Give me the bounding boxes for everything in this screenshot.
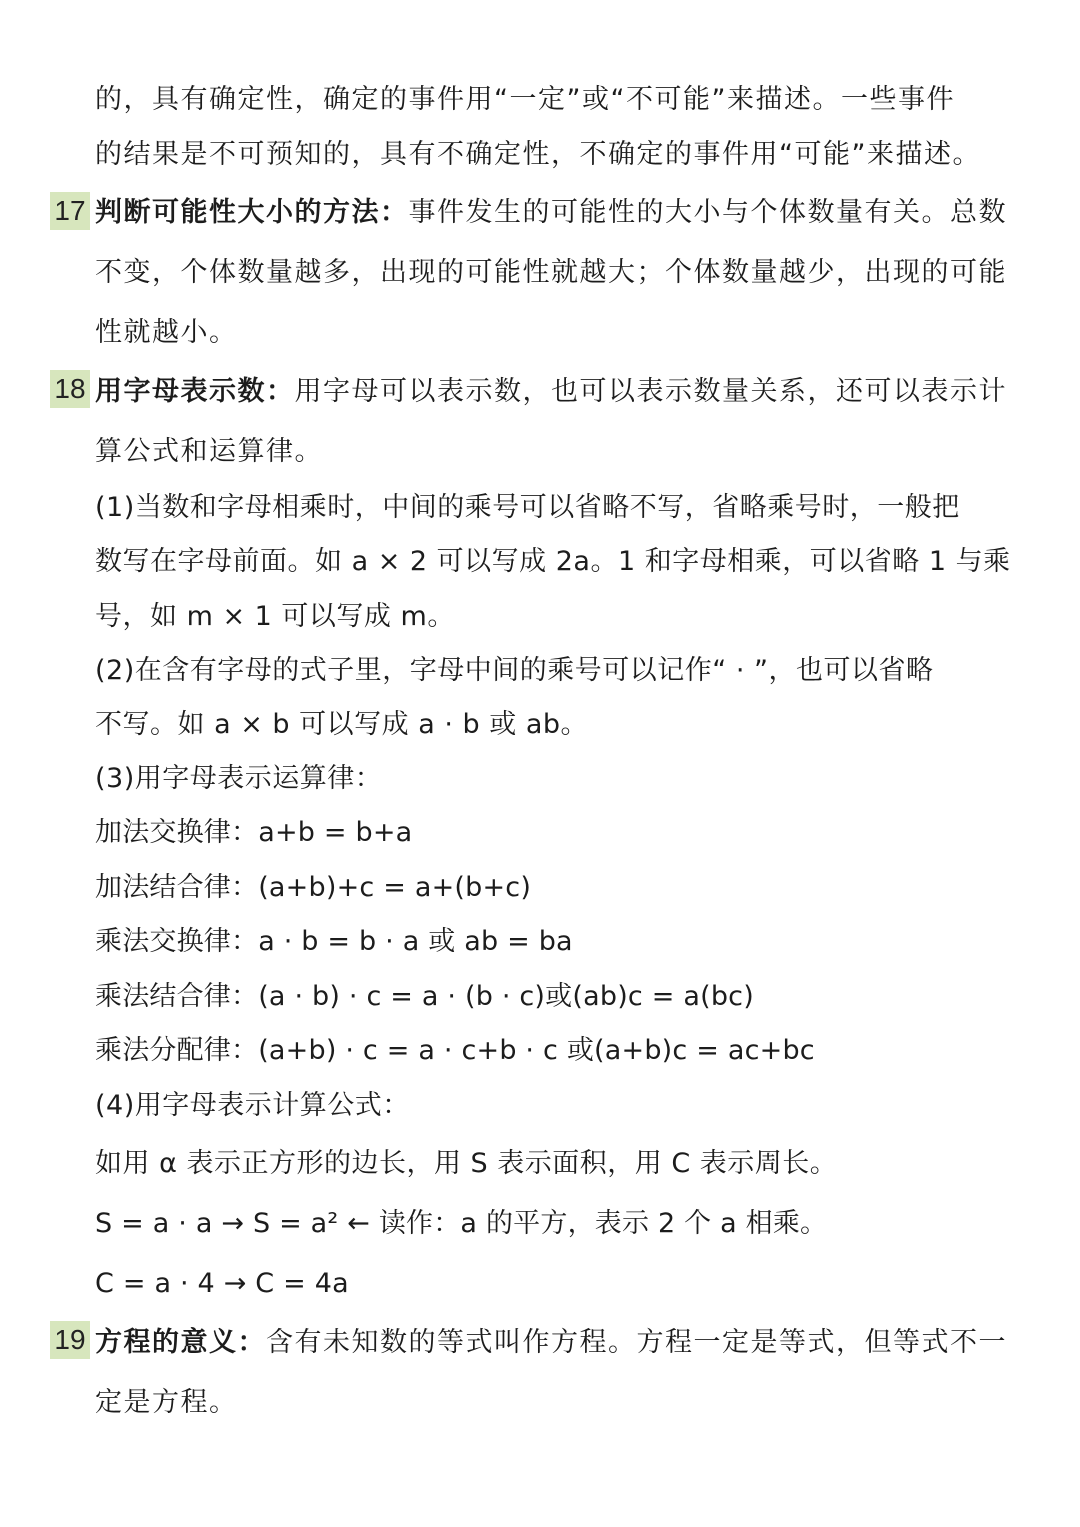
section-18-line-2: 算公式和运算律。: [95, 436, 323, 467]
section-18-text: 用字母可以表示数，也可以表示数量关系，还可以表示计: [294, 376, 1007, 407]
square-formula-intro: 如用 α 表示正方形的边长，用 S 表示面积，用 C 表示周长。: [95, 1148, 838, 1179]
section-18-line-1: [95, 372, 1035, 412]
area-formula: S = a · a → S = a² ← 读作：a 的平方，表示 2 个 a 相乘。: [95, 1208, 828, 1239]
section-17-line-2: 不变，个体数量越多，出现的可能性就越大；个体数量越少，出现的可能: [95, 257, 1007, 288]
law-addition-associative: 加法结合律：(a+b)+c = a+(b+c): [95, 872, 532, 903]
section-18-number-badge: 18: [50, 370, 90, 408]
intro-line-2: 的结果是不可预知的，具有不确定性，不确定的事件用“可能”来描述。: [95, 139, 981, 170]
perimeter-formula: C = a · 4 → C = 4a: [95, 1268, 349, 1299]
law-multiplication-distributive: 乘法分配律：(a+b) · c = a · c+b · c 或(a+b)c = ac+bc: [95, 1035, 815, 1066]
intro-line-1: 的，具有确定性，确定的事件用“一定”或“不可能”来描述。一些事件: [95, 84, 955, 115]
section-17-line-3: 性就越小。: [95, 317, 238, 348]
section-18-point-2-line-1: (2)在含有字母的式子里，字母中间的乘号可以记作“ · ”，也可以省略: [95, 655, 934, 686]
section-19-line-2: 定是方程。: [95, 1387, 238, 1418]
law-multiplication-associative: 乘法结合律：(a · b) · c = a · (b · c)或(ab)c = a(bc): [95, 981, 754, 1012]
section-18-point-4-title: (4)用字母表示计算公式：: [95, 1090, 410, 1121]
section-18-point-1-line-1: (1)当数和字母相乘时，中间的乘号可以省略不写，省略乘号时，一般把: [95, 492, 960, 523]
section-19-heading: 方程的意义：: [95, 1327, 266, 1358]
section-17-heading: 判断可能性大小的方法：: [95, 197, 409, 228]
section-19-line-1: [95, 1323, 1035, 1363]
section-19-number-badge: 19: [50, 1321, 90, 1359]
law-multiplication-commutative: 乘法交换律：a · b = b · a 或 ab = ba: [95, 926, 573, 957]
section-17-line-1: [95, 193, 1035, 233]
section-17-text: 事件发生的可能性的大小与个体数量有关。总数: [408, 197, 1007, 228]
section-18-point-3-title: (3)用字母表示运算律：: [95, 763, 383, 794]
section-18-heading: 用字母表示数：: [95, 376, 295, 407]
section-18-point-1-line-2: 数写在字母前面。如 a × 2 可以写成 2a。1 和字母相乘，可以省略 1 与乘: [95, 546, 1011, 577]
law-addition-commutative: 加法交换律：a+b = b+a: [95, 817, 413, 848]
section-17-number-badge: 17: [50, 192, 90, 230]
section-18-point-2-line-2: 不写。如 a × b 可以写成 a · b 或 ab。: [95, 709, 588, 740]
section-18-point-1-line-3: 号，如 m × 1 可以写成 m。: [95, 601, 455, 632]
section-19-text: 含有未知数的等式叫作方程。方程一定是等式，但等式不一: [266, 1327, 1007, 1358]
